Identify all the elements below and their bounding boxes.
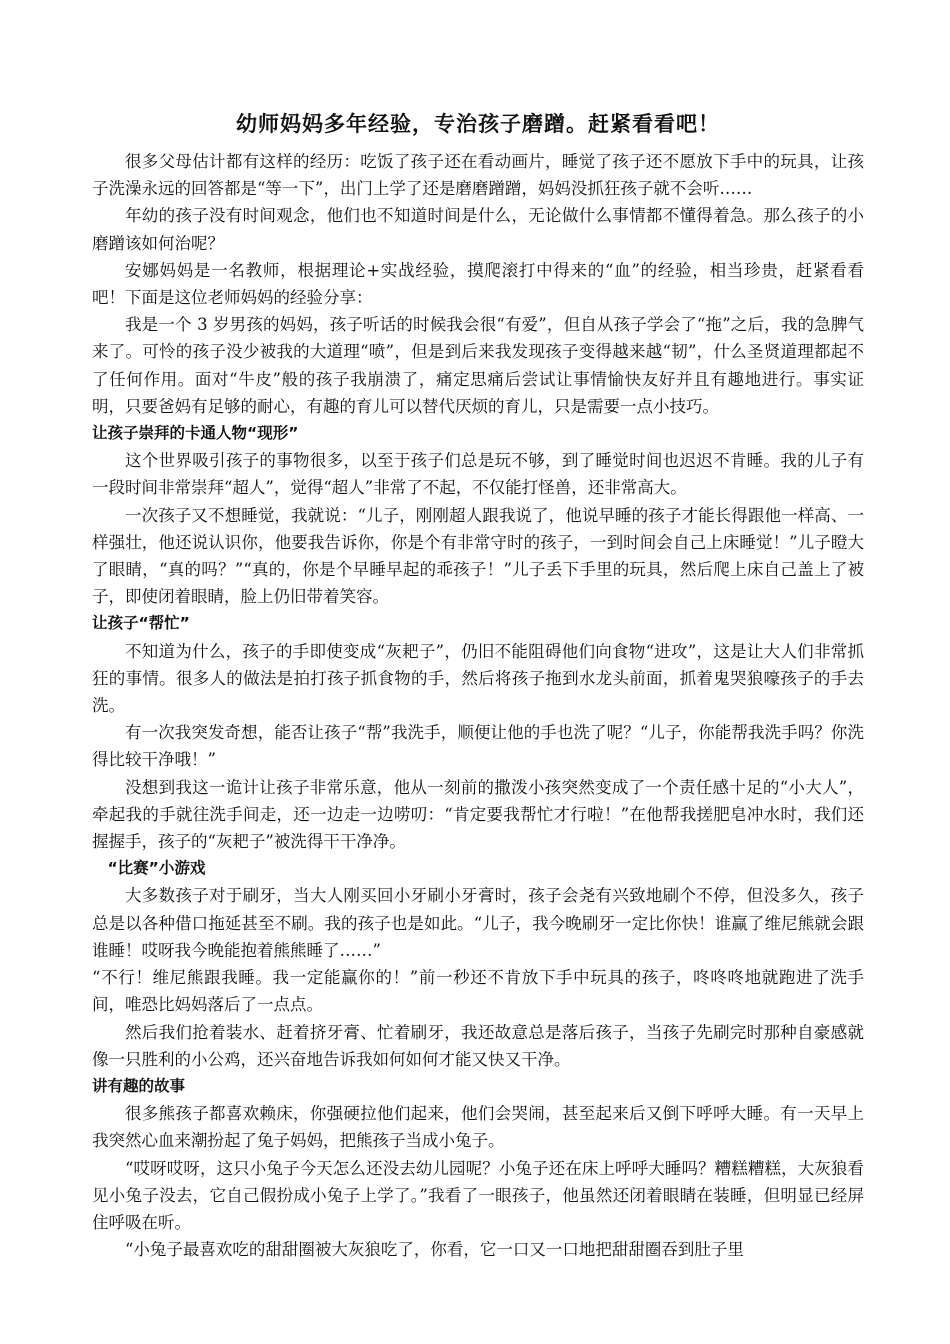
paragraph: 我是一个 3 岁男孩的妈妈，孩子听话的时候我会很“有爱”，但自从孩子学会了“拖”之后，我的急脾气来了。可怜的孩子没少被我的大道理“喷”，但是到后来我发现孩子变得越来越“韧”，什么圣贤道理都起不了任何作用。面对“牛皮”般的孩子我崩溃了，痛定思痛后尝试让事情愉快友好并且有趣地进行。事实证明，只要爸妈有足够的耐心，有趣的育儿可以替代厌烦的育儿，只是需要一点小技巧。 bbox=[92, 315, 864, 416]
paragraph: “哎呀哎呀，这只小兔子今天怎么还没去幼儿园呢？小兔子还在床上呼呼大睡吗？糟糕糟糕，大灰狼看见小兔子没去，它自己假扮成小兔子上学了。”我看了一眼孩子，他虽然还闭着眼睛在装睡，但明显已经屏住呼吸在听。 bbox=[92, 1158, 864, 1232]
section-heading: “比赛”小游戏 bbox=[107, 859, 206, 878]
paragraph: 没想到我这一诡计让孩子非常乐意，他从一刻前的撒泼小孩突然变成了一个责任感十足的“小大人”，牵起我的手就往洗手间走，还一边走一边唠叨：“肯定要我帮忙才行啦！”在他帮我搓肥皂冲水时，我们还握握手，孩子的“灰耙子”被洗得干干净净。 bbox=[92, 777, 864, 852]
paragraph: 一次孩子又不想睡觉，我就说：“儿子，刚刚超人跟我说了，他说早睡的孩子才能长得跟他一样高、一样强壮，他还说认识你，他要我告诉你，你是个有非常守时的孩子，一到时间会自己上床睡觉！”儿子瞪大了眼睛，“真的吗？”“真的，你是个早睡早起的乖孩子！”儿子丢下手里的玩具，然后爬上床自己盖上了被子，即使闭着眼睛，脸上仍旧带着笑容。 bbox=[92, 505, 864, 607]
section-heading: 讲有趣的故事 bbox=[92, 1076, 186, 1095]
paragraph: 这个世界吸引孩子的事物很多，以至于孩子们总是玩不够，到了睡觉时间也迟迟不肯睡。我的儿子有一段时间非常崇拜“超人”，觉得“超人”非常了不起，不仅能打怪兽，还非常高大。 bbox=[92, 451, 864, 498]
paragraph: 然后我们抢着装水、赶着挤牙膏、忙着刷牙，我还故意总是落后孩子，当孩子先刷完时那种自豪感就像一只胜利的小公鸡，还兴奋地告诉我如何如何才能又快又干净。 bbox=[92, 1022, 864, 1069]
paragraph: 不知道为什么，孩子的手即使变成“灰耙子”，仍旧不能阻碍他们向食物“进攻”，这是让大人们非常抓狂的事情。很多人的做法是拍打孩子抓食物的手，然后将孩子拖到水龙头前面，抓着鬼哭狼嚎孩子的手去洗。 bbox=[92, 641, 864, 716]
paragraph: 有一次我突发奇想，能否让孩子“帮”我洗手，顺便让他的手也洗了呢？“儿子，你能帮我洗手吗？你洗得比较干净哦！” bbox=[92, 723, 864, 770]
paragraph: 很多熊孩子都喜欢赖床，你强硬拉他们起来，他们会哭闹，甚至起来后又倒下呼呼大睡。有一天早上我突然心血来潮扮起了兔子妈妈，把熊孩子当成小兔子。 bbox=[92, 1104, 864, 1151]
paragraph: 很多父母估计都有这样的经历：吃饭了孩子还在看动画片，睡觉了孩子还不愿放下手中的玩具，让孩子洗澡永远的回答都是“等一下”，出门上学了还是磨磨蹭蹭，妈妈没抓狂孩子就不会听…… bbox=[92, 152, 864, 199]
paragraph: “不行！维尼熊跟我睡。我一定能赢你的！”前一秒还不肯放下手中玩具的孩子，咚咚咚地就跑进了洗手间，唯恐比妈妈落后了一点点。 bbox=[92, 968, 864, 1015]
document-title: 幼师妈妈多年经验，专治孩子磨蹭。赶紧看看吧！ bbox=[236, 112, 720, 136]
paragraph: 年幼的孩子没有时间观念，他们也不知道时间是什么，无论做什么事情都不懂得着急。那么孩子的小磨蹭该如何治呢？ bbox=[92, 206, 864, 253]
paragraph: “小兔子最喜欢吃的甜甜圈被大灰狼吃了，你看，它一口又一口地把甜甜圈吞到肚子里 bbox=[125, 1240, 744, 1260]
paragraph: 大多数孩子对于刷牙，当大人刚买回小牙刷小牙膏时，孩子会尧有兴致地刷个不停，但没多久，孩子总是以各种借口拖延甚至不刷。我的孩子也是如此。“儿子，我今晚刷牙一定比你快！谁赢了维尼熊就会跟谁睡！哎呀我今晚能抱着熊熊睡了……” bbox=[92, 886, 864, 960]
article-body bbox=[92, 148, 864, 1263]
paragraph: 安娜妈妈是一名教师，根据理论+实战经验，摸爬滚打中得来的“血”的经验，相当珍贵，赶紧看看吧！下面是这位老师妈妈的经验分享： bbox=[92, 260, 864, 308]
section-heading: 让孩子崇拜的卡通人物“现形” bbox=[92, 424, 299, 443]
section-heading: 让孩子“帮忙” bbox=[92, 614, 190, 633]
